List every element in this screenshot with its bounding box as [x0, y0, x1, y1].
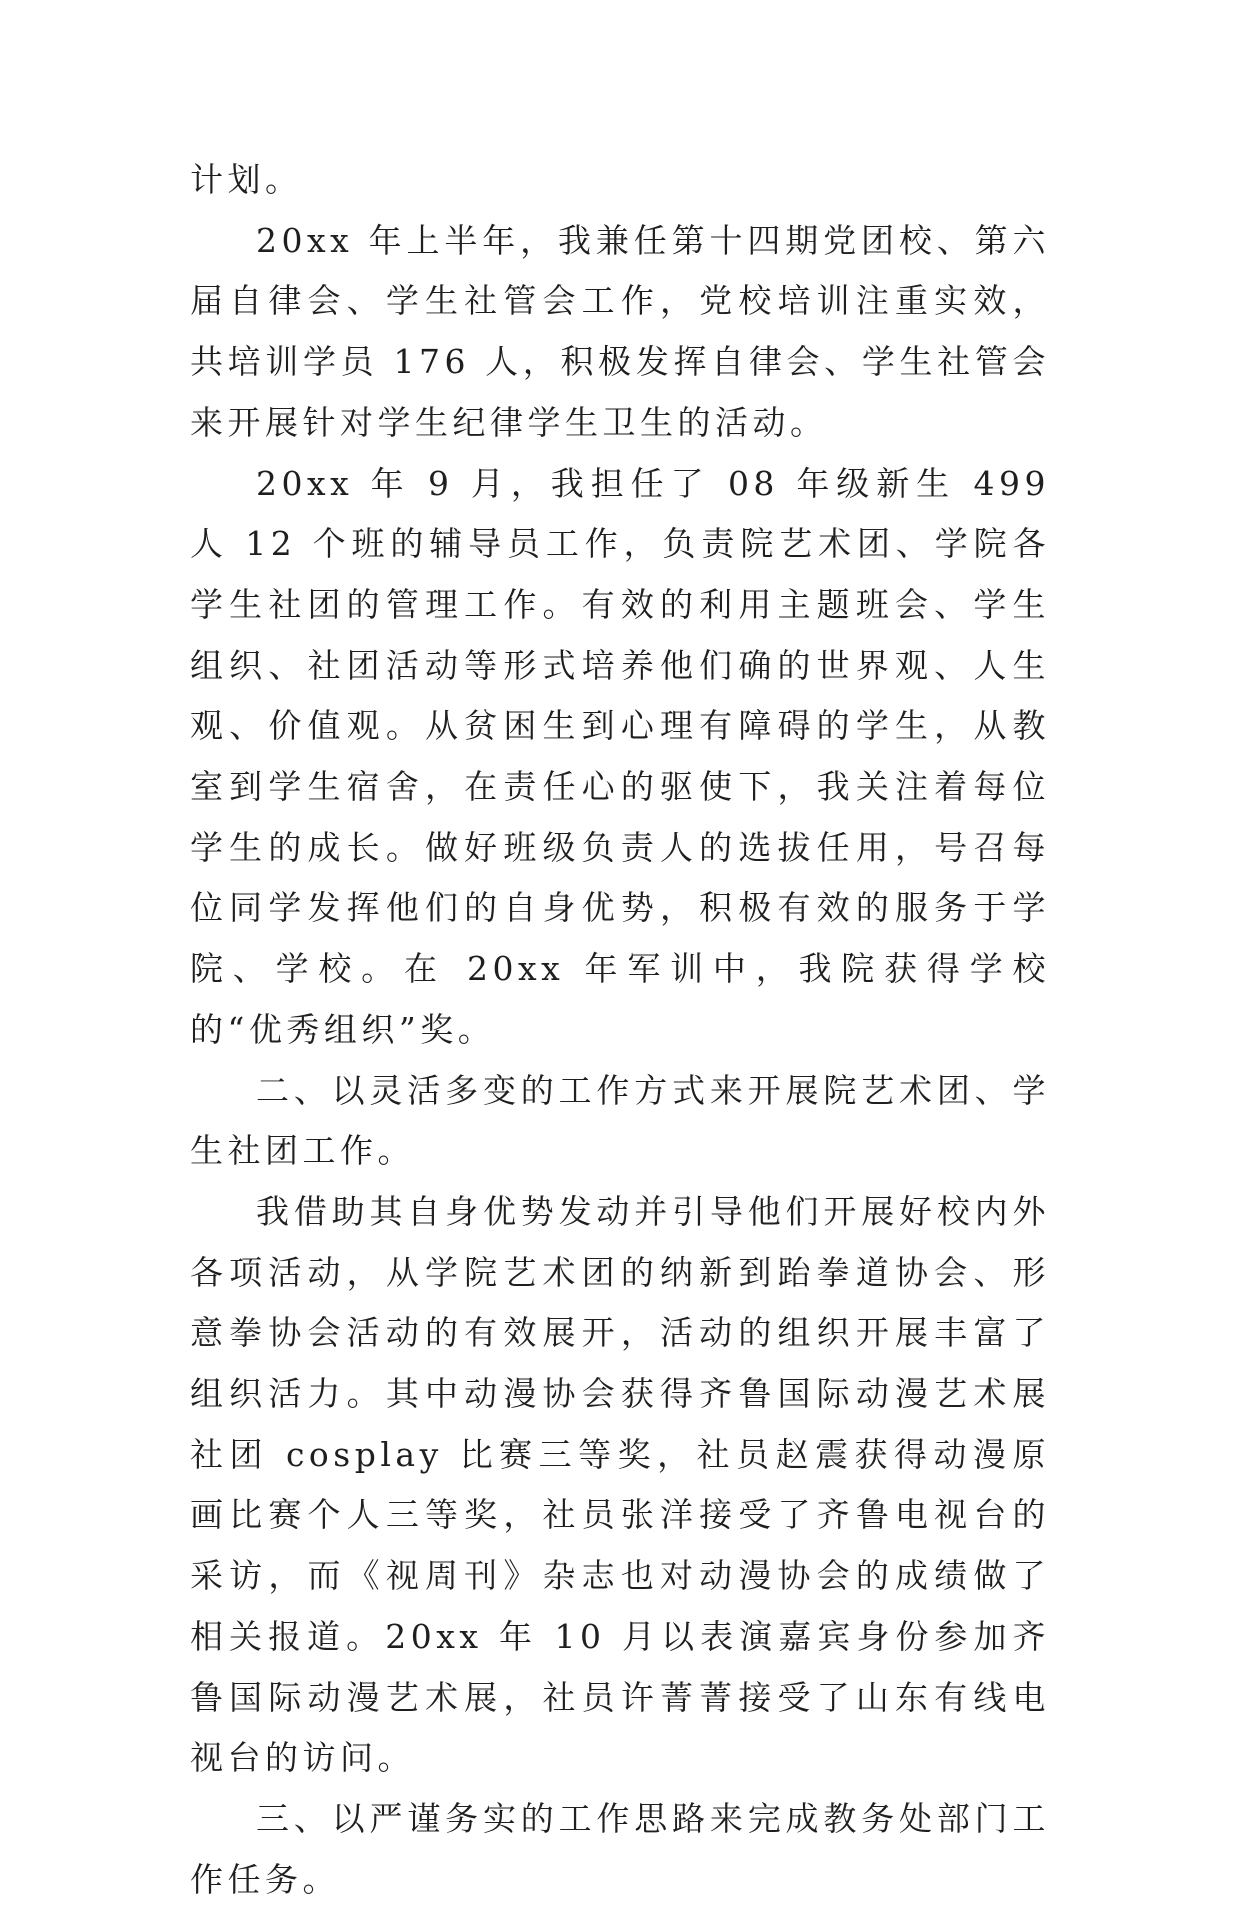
document-body: [190, 150, 1050, 1910]
paragraph-first-half-year: 20xx 年上半年，我兼任第十四期党团校、第六届自律会、学生社管会工作，党校培训注重实效，共培训学员 176 人，积极发挥自律会、学生社管会来开展针对学生纪律学生卫生的活动。: [190, 220, 1050, 442]
section-heading-three: 三、以严谨务实的工作思路来完成教务处部门工作任务。: [190, 1798, 1050, 1899]
paragraph-club-activities: 我借助其自身优势发动并引导他们开展好校内外各项活动，从学院艺术团的纳新到跆拳道协会、形意拳协会活动的有效展开，活动的组织开展丰富了组织活力。其中动漫协会获得齐鲁国际动漫艺术展社团 cosplay 比赛三等奖，社员赵震获得动漫原画比赛个人三等奖，社员张洋接受了齐鲁电视台的采访，而《视周刊》杂志也对动漫协会的成绩做了相关报道。20xx 年 10 月以表演嘉宾身份参加齐鲁国际动漫艺术展，社员许菁菁接受了山东有线电视台的访问。: [190, 1191, 1050, 1778]
paragraph-counselor-work: 20xx 年 9 月，我担任了 08 年级新生 499 人 12 个班的辅导员工作，负责院艺术团、学院各学生社团的管理工作。有效的利用主题班会、学生组织、社团活动等形式培养他们确的世界观、人生观、价值观。从贫困生到心理有障碍的学生，从教室到学生宿舍，在责任心的驱使下，我关注着每位学生的成长。做好班级负责人的选拔任用，号召每位同学发挥他们的自身优势，积极有效的服务于学院、学校。在 20xx 年军训中，我院获得学校的“优秀组织”奖。: [190, 463, 1050, 1049]
paragraph-continuation: 计划。: [190, 160, 303, 199]
section-heading-two: 二、以灵活多变的工作方式来开展院艺术团、学生社团工作。: [190, 1070, 1050, 1171]
